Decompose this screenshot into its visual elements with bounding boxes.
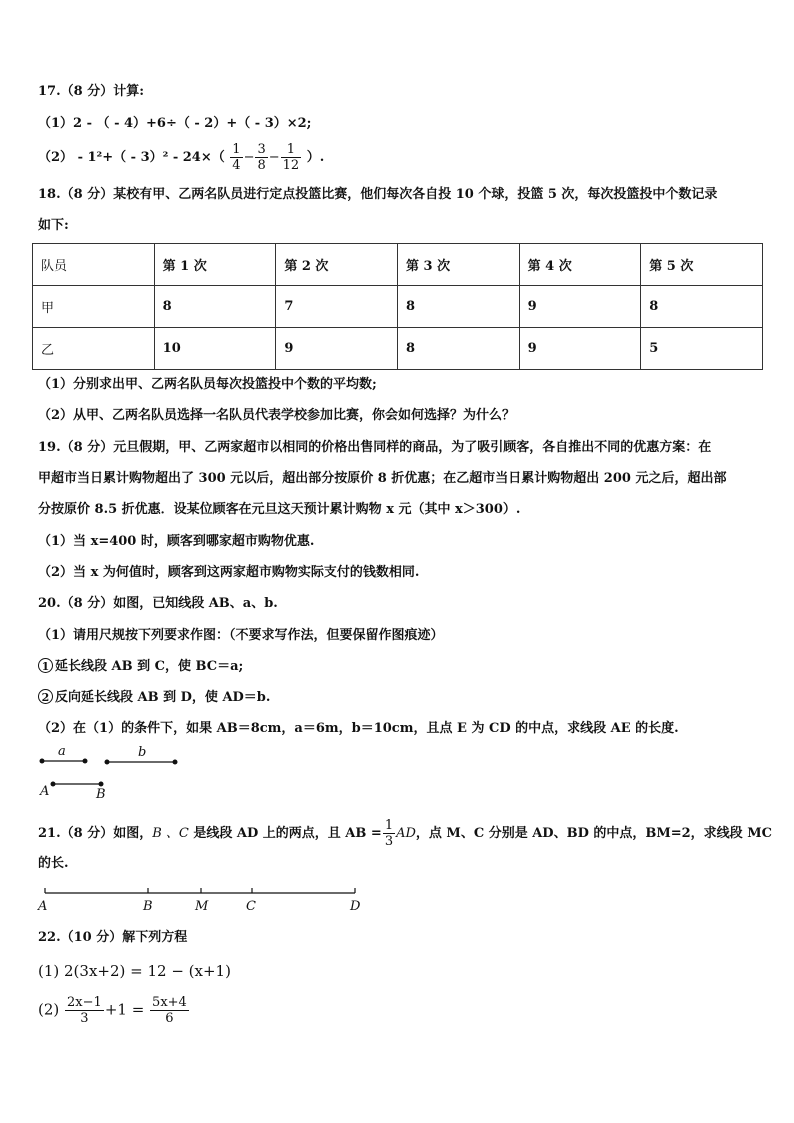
q22-equation2 [38, 995, 190, 1026]
label-b: B [143, 899, 153, 914]
q19-part1: （1）当 x=400 时，顾客到哪家超市购物优惠. [38, 534, 315, 549]
fraction: $\frac{5x+4}{6}$ [152, 995, 187, 1026]
table-cell: 5 [641, 328, 763, 370]
q20-part2: （2）在（1）的条件下，如果 AB＝8cm，a＝6m，b＝10cm，且点 E 为 CD 的中点，求线段 AE 的长度. [38, 721, 679, 736]
segment-endpoint [105, 760, 110, 765]
q17-part2: （2） - 1²+（ - 3）² - 24×（ $\frac{1}{4}$ − $\frac{3}{8}$ − $\frac{1}{12}$ ）. [38, 142, 325, 173]
fraction: $\frac{1}{12}$ [282, 142, 300, 173]
q21-text-e: ，点 M、C 分别是 AD、BD 的中点，BM=2，求线段 MC [415, 826, 772, 841]
q17-part2-prefix: （2） - 1²+（ - 3）² - 24×（ [38, 150, 225, 165]
q20-title: 20.（8 分）如图，已知线段 AB、a、b. [38, 596, 278, 611]
label-b: b [138, 745, 147, 760]
label-point-b: B [96, 787, 106, 802]
table-cell: 10 [154, 328, 276, 370]
table-header: 第 2 次 [276, 244, 398, 286]
label-a: a [58, 744, 66, 759]
label-m: M [195, 899, 209, 914]
q21-text-c: 是线段 AD 上的两点，且 AB = [188, 826, 382, 841]
table-cell: 8 [641, 286, 763, 328]
fraction: $\frac{3}{8}$ [257, 142, 266, 173]
q17-part1: （1）2 - （ - 4）+6÷（ - 2）+（ - 3）×2; [38, 116, 312, 131]
table-header: 第 5 次 [641, 244, 763, 286]
q21-line1 [38, 818, 772, 849]
segment-endpoint [173, 760, 178, 765]
table-cell: 8 [397, 328, 519, 370]
q19-line1: 19.（8 分）元旦假期，甲、乙两家超市以相同的价格出售同样的商品，为了吸引顾客，各自推出不同的优惠方案：在 [38, 440, 712, 455]
q22-eq2-prefix: (2) [38, 1000, 60, 1019]
fraction: $\frac{1}{4}$ [232, 142, 241, 173]
label-d: D [350, 899, 361, 914]
q20-step1-text: 延长线段 AB 到 C，使 BC＝a; [55, 659, 244, 674]
segment-endpoint [99, 782, 104, 787]
q18-part1: （1）分别求出甲、乙两名队员每次投篮投中个数的平均数; [38, 377, 377, 392]
q19-line3: 分按原价 8.5 折优惠．设某位顾客在元旦这天预计累计购物 x 元（其中 x＞300）. [38, 502, 521, 517]
table-header: 第 1 次 [154, 244, 276, 286]
q21-line2: 的长. [38, 856, 69, 871]
q22-eq2-mid: +1 = [104, 1000, 145, 1019]
q17-part2-suffix: ）. [306, 150, 325, 165]
table-cell: 9 [276, 328, 398, 370]
q18-title-cont: 如下: [38, 218, 69, 233]
table-cell: 9 [519, 286, 641, 328]
table-cell: 乙 [33, 328, 155, 370]
q21-ad: AD [396, 826, 416, 841]
segment-endpoint [51, 782, 56, 787]
fraction: $\frac{2x-1}{3}$ [67, 995, 102, 1026]
q22-equation1: (1) 2(3x+2) = 12 − (x+1) [38, 962, 231, 980]
table-header: 第 3 次 [397, 244, 519, 286]
table-cell: 甲 [33, 286, 155, 328]
q18-part2: （2）从甲、乙两名队员选择一名队员代表学校参加比赛，你会如何选择？为什么？ [38, 408, 516, 423]
q20-step2-text: 反向延长线段 AB 到 D，使 AD＝b. [55, 690, 271, 705]
table-cell: 7 [276, 286, 398, 328]
q18-title: 18.（8 分）某校有甲、乙两名队员进行定点投篮比赛，他们每次各自投 10 个球，投篮 5 次，每次投篮投中个数记录 [38, 187, 718, 202]
table-header: 队员 [33, 244, 155, 286]
fraction: $\frac{1}{3}$ [384, 818, 394, 849]
segment-endpoint [40, 759, 45, 764]
table-cell: 8 [397, 286, 519, 328]
q21-points: B 、C [152, 826, 189, 841]
q17-title: 17.（8 分）计算: [38, 84, 144, 99]
segment-endpoint [83, 759, 88, 764]
table-header: 第 4 次 [519, 244, 641, 286]
table-cell: 9 [519, 328, 641, 370]
label-c: C [246, 899, 256, 914]
label-a: A [38, 899, 48, 914]
q19-part2: （2）当 x 为何值时，顾客到这两家超市购物实际支付的钱数相同. [38, 565, 420, 580]
circled-number: 1 [38, 658, 53, 673]
circled-number: 2 [38, 689, 53, 704]
q20-part1: （1）请用尺规按下列要求作图：（不要求写作法，但要保留作图痕迹） [38, 628, 444, 643]
table-cell: 8 [154, 286, 276, 328]
q19-line2: 甲超市当日累计购物超出了 300 元以后，超出部分按原价 8 折优惠；在乙超市当日累计购物超出 200 元之后，超出部 [38, 471, 727, 486]
label-point-a: A [40, 784, 50, 799]
q22-title: 22.（10 分）解下列方程 [38, 930, 188, 945]
q21-text-a: 21.（8 分）如图， [38, 826, 153, 841]
